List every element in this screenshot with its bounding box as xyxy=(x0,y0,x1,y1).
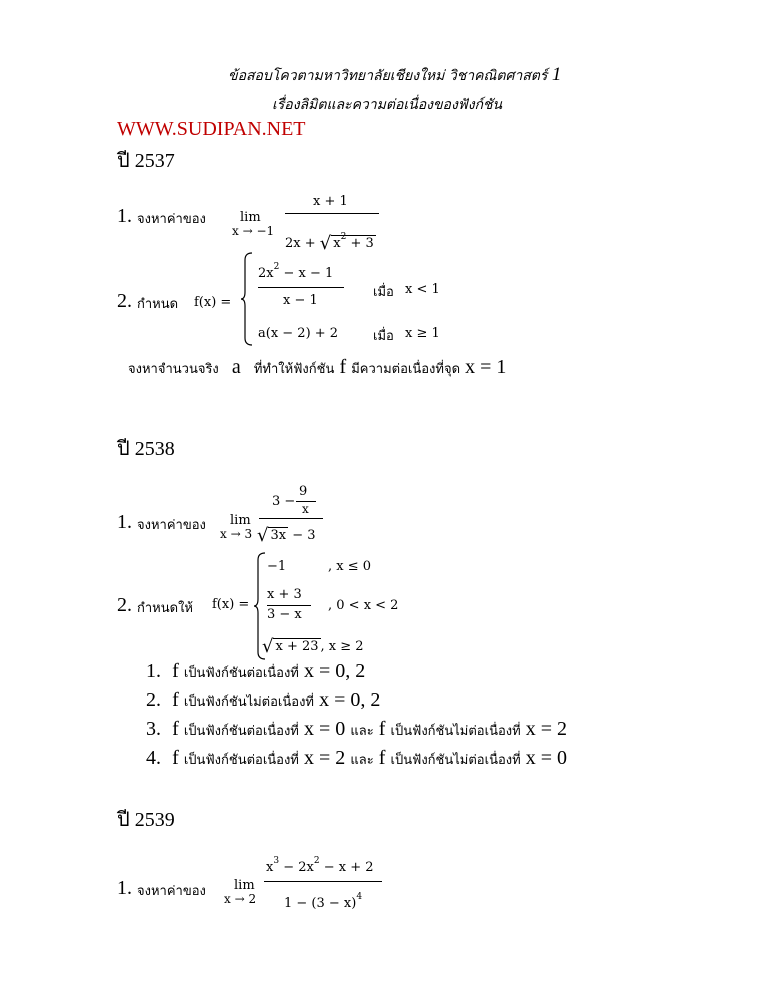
q2537-2-c1-num-a: 2x xyxy=(258,266,274,281)
choice-x2: x = 2 xyxy=(525,718,568,740)
q2537-1-lim-sub: x → −1 xyxy=(232,224,275,238)
q2537-2-ask xyxy=(128,356,506,379)
q2538-2-f: f(x) = xyxy=(212,597,250,612)
q2537-2-ask-f: f xyxy=(339,356,347,378)
q2539-1-text: จงหาค่าของ xyxy=(137,884,206,899)
choice-number: 1. xyxy=(146,660,161,682)
q2538-2-case1: −1 xyxy=(267,559,287,574)
q2537-1-den-b: x xyxy=(333,236,341,251)
choice-x: x = 0, 2 xyxy=(303,660,366,682)
q2538-1-fraction-bar xyxy=(259,518,323,519)
choice-and: และ xyxy=(350,753,374,768)
choice-number: 4. xyxy=(146,747,161,769)
q2537-1-denominator xyxy=(285,231,376,252)
q2538-1-numerator-bot: x xyxy=(302,502,309,516)
sqrt-icon: √ xyxy=(262,636,274,657)
q2537-2-c1-num-exp: 2 xyxy=(273,262,280,272)
q2539-1-den-e: 4 xyxy=(356,892,363,902)
q2538-1-den-b: − 3 xyxy=(292,528,316,543)
q2537-2-case2-cond: x ≥ 1 xyxy=(405,326,440,341)
q2539-1-den-a: 1 − (3 − x) xyxy=(284,896,357,911)
q2539-1-num-a: x xyxy=(266,860,274,875)
year-2538-heading: ปี 2538 xyxy=(117,438,175,460)
q2538-2-case2-cond: , 0 < x < 2 xyxy=(328,598,399,613)
choice-3[interactable] xyxy=(146,718,567,741)
q2538-2-case1-cond: , x ≤ 0 xyxy=(328,559,372,574)
choice-text2: เป็นฟังก์ชันไม่ต่อเนื่องที่ xyxy=(390,753,521,768)
choice-number: 2. xyxy=(146,689,161,711)
choice-f: f xyxy=(172,689,179,711)
q2537-2-case2-expr: a(x − 2) + 2 xyxy=(258,326,339,341)
choice-x2: x = 0 xyxy=(525,747,568,769)
choice-f: f xyxy=(172,660,179,682)
q2537-1-number: 1. xyxy=(117,205,132,227)
choice-text: เป็นฟังก์ชันต่อเนื่องที่ xyxy=(183,753,299,768)
choice-x: x = 2 xyxy=(303,747,346,769)
q2537-2-ask-x: x = 1 xyxy=(465,356,507,378)
q2537-2-case1-cond: x < 1 xyxy=(405,282,440,297)
q2537-2-case2-when: เมื่อ xyxy=(373,329,394,344)
q2538-1-radicand: 3x xyxy=(270,528,287,543)
choice-text2: เป็นฟังก์ชันไม่ต่อเนื่องที่ xyxy=(390,724,521,739)
choice-text: เป็นฟังก์ชันต่อเนื่องที่ xyxy=(183,666,299,681)
q2539-1-numerator xyxy=(266,856,374,875)
q2537-1-lim: lim xyxy=(240,210,261,225)
q2539-1-num-e2: 2 xyxy=(313,856,320,866)
choice-2[interactable] xyxy=(146,689,380,712)
q2538-2-number: 2. xyxy=(117,594,132,616)
q2538-1-number: 1. xyxy=(117,511,132,533)
year-2539-heading: ปี 2539 xyxy=(117,809,175,831)
q2538-1-text: จงหาค่าของ xyxy=(137,518,206,533)
exam-title-number: 1 xyxy=(551,64,562,85)
q2537-2-case1-denominator: x − 1 xyxy=(283,293,318,308)
q2537-1-numerator: x + 1 xyxy=(313,194,348,209)
choice-number: 3. xyxy=(146,718,161,740)
q2538-2-case2-bot: 3 − x xyxy=(267,607,302,622)
q2537-1-text: จงหาค่าของ xyxy=(137,212,206,227)
year-2537-heading: ปี 2537 xyxy=(117,150,175,172)
q2537-2-text: กำหนด xyxy=(137,297,179,312)
exam-subtitle: เรื่องลิมิตและความต่อเนื่องของฟังก์ชัน xyxy=(272,97,503,113)
q2537-2-ask-var: a xyxy=(231,356,241,378)
q2537-2-case1-bar xyxy=(258,287,344,288)
q2538-2-text: กำหนดให้ xyxy=(137,601,193,616)
choice-x: x = 0, 2 xyxy=(319,689,381,711)
q2538-1-numerator-a: 3 − xyxy=(272,494,296,509)
choice-f: f xyxy=(172,718,179,740)
q2538-2-case2-bar xyxy=(267,605,311,606)
sqrt-icon: √ xyxy=(319,233,332,254)
q2537-2-f: f(x) = xyxy=(194,295,232,310)
q2538-1-lim: lim xyxy=(230,513,251,528)
q2538-2-case3 xyxy=(262,634,364,655)
q2538-1-lim-sub: x → 3 xyxy=(220,527,253,541)
q2539-1-num-c: − x + 2 xyxy=(323,860,374,875)
q2537-1-den-a: 2x + xyxy=(285,236,316,251)
choice-f: f xyxy=(172,747,179,769)
exam-title-text: ข้อสอบโควตามหาวิทยาลัยเชียงใหม่ วิชาคณิตศาสตร์ xyxy=(228,68,548,84)
q2538-2-case3-cond: , x ≥ 2 xyxy=(320,639,364,654)
site-link[interactable]: WWW.SUDIPAN.NET xyxy=(117,118,306,140)
q2539-1-denominator xyxy=(284,892,363,911)
choice-and: และ xyxy=(350,724,374,739)
choice-text: เป็นฟังก์ชันต่อเนื่องที่ xyxy=(183,724,299,739)
q2537-2-c1-num-b: − x − 1 xyxy=(283,266,334,281)
q2539-1-num-e1: 3 xyxy=(273,856,280,866)
q2539-1-lim-sub: x → 2 xyxy=(224,892,257,906)
q2537-2-number: 2. xyxy=(117,290,132,312)
q2537-2-case1-numerator xyxy=(258,262,334,281)
q2537-2-ask-a: จงหาจำนวนจริง xyxy=(128,362,219,377)
q2539-1-number: 1. xyxy=(117,877,132,899)
choice-x: x = 0 xyxy=(303,718,346,740)
q2538-1-numerator-top: 9 xyxy=(299,484,308,499)
q2537-1-fraction-bar xyxy=(285,213,379,214)
exam-title xyxy=(228,64,561,87)
choice-text: เป็นฟังก์ชันไม่ต่อเนื่องที่ xyxy=(183,695,314,710)
q2538-2-case2-top: x + 3 xyxy=(267,587,302,602)
choice-4[interactable] xyxy=(146,747,567,770)
q2539-1-lim: lim xyxy=(234,878,255,893)
q2539-1-fraction-bar xyxy=(264,881,382,882)
choice-1[interactable] xyxy=(146,660,365,683)
choice-f2: f xyxy=(378,747,386,769)
q2537-1-den-exp: 2 xyxy=(340,232,347,242)
q2537-1-radicand xyxy=(331,232,376,251)
q2539-1-num-b: − 2x xyxy=(283,860,314,875)
choice-f2: f xyxy=(378,718,386,740)
q2537-1-den-c: + 3 xyxy=(350,236,374,251)
q2537-2-ask-b: ที่ทำให้ฟังก์ชัน xyxy=(253,362,335,377)
q2538-2-case3-radicand: x + 23 xyxy=(275,639,319,654)
q2537-2-ask-c: มีความต่อเนื่องที่จุด xyxy=(351,362,461,377)
q2538-1-denominator xyxy=(257,523,316,544)
q2537-2-case1-when: เมื่อ xyxy=(373,285,394,300)
sqrt-icon: √ xyxy=(257,525,269,546)
left-brace-icon xyxy=(240,252,254,346)
